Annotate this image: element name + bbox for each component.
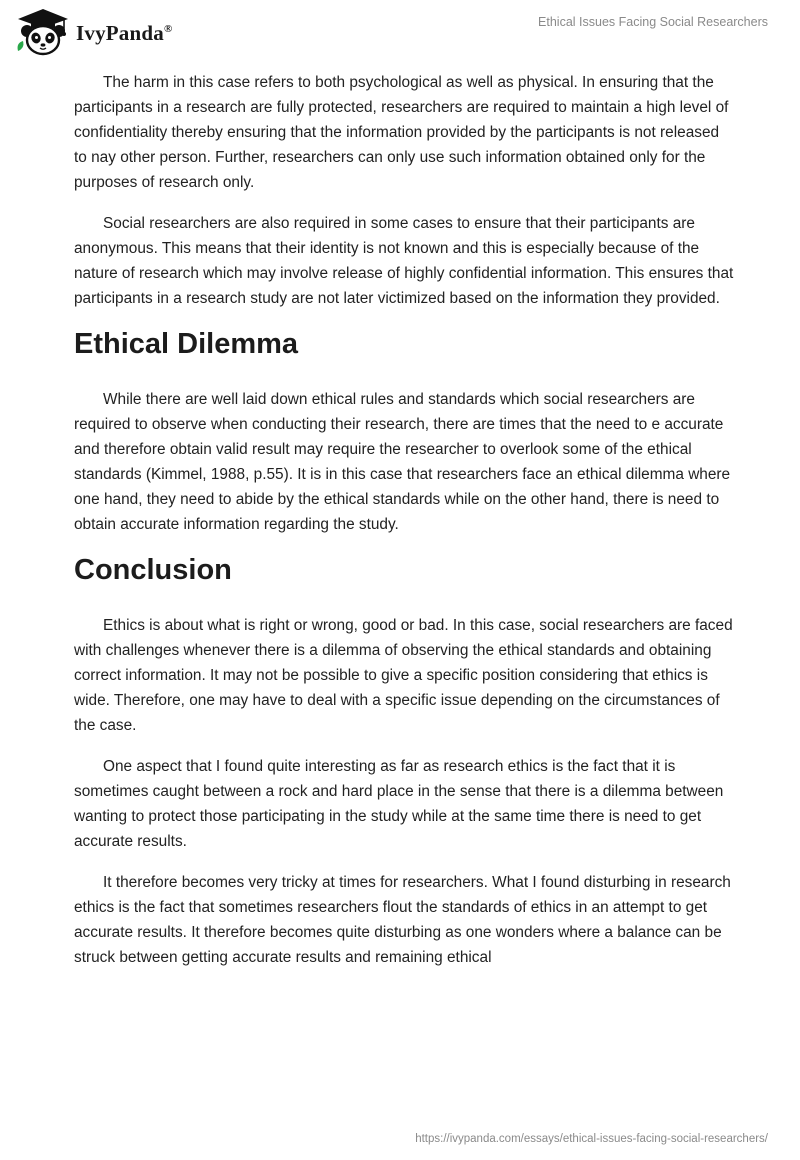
paragraph: It therefore becomes very tricky at times for researchers. What I found disturbing in research ethics is the fact that sometimes researchers flout the standards of ethics in an attempt to get accurate results. It therefore becomes quite disturbing as one wonders where a balance can be struck between getting accurate results and remaining ethical [74,874,731,966]
paragraph: One aspect that I found quite interesting as far as research ethics is the fact that it is sometimes caught between a rock and hard place in the sense that there is a dilemma between wanting to protect those participating in the study while at the same time there is need to get accurate results. [74,758,724,850]
source-url-link[interactable]: https://ivypanda.com/essays/ethical-issues-facing-social-researchers/ [415,1133,768,1145]
paragraph: The harm in this case refers to both psychological as well as physical. In ensuring that the participants in a research are fully protected, researchers are required to maintain a high level of confidentiality thereby ensuring that the information provided by the participants is not released to nay other person. Further, researchers can only use such information obtained only for the purposes of research only. [74,74,729,191]
paragraph: Ethics is about what is right or wrong, good or bad. In this case, social researchers are faced with challenges whenever there is a dilemma of observing the ethical standards and obtaining correct information. It may not be possible to give a specific position considering that ethics is wide. Therefore, one may have to deal with a specific issue depending on the circumstances of the case. [74,617,733,734]
brand-name: IvyPanda® [76,20,173,45]
paragraph: While there are well laid down ethical rules and standards which social researchers are required to observe when conducting their research, there are times that the need to e accurate and therefore obtain valid result may require the researcher to overlook some of the ethical standards (Kimmel, 1988, p.55). It is in this case that researchers face an ethical dilemma where one hand, they need to abide by the ethical standards while on the other hand, there is need to obtain accurate information regarding the study. [74,391,731,533]
essay-body [74,70,734,986]
paragraph: Social researchers are also required in some cases to ensure that their participants are anonymous. This means that their identity is not known and this is especially because of the nature of research which may involve release of highly confidential information. This ensures that participants in a research study are not later victimized based on the information they provided. [74,215,734,307]
section-heading-ethical-dilemma: Ethical Dilemma [74,328,299,360]
panda-logo-icon [14,7,72,57]
document-title: Ethical Issues Facing Social Researchers [538,15,768,29]
ivypanda-logo[interactable] [14,6,172,58]
page-header [0,0,800,64]
section-heading-conclusion: Conclusion [74,554,232,586]
